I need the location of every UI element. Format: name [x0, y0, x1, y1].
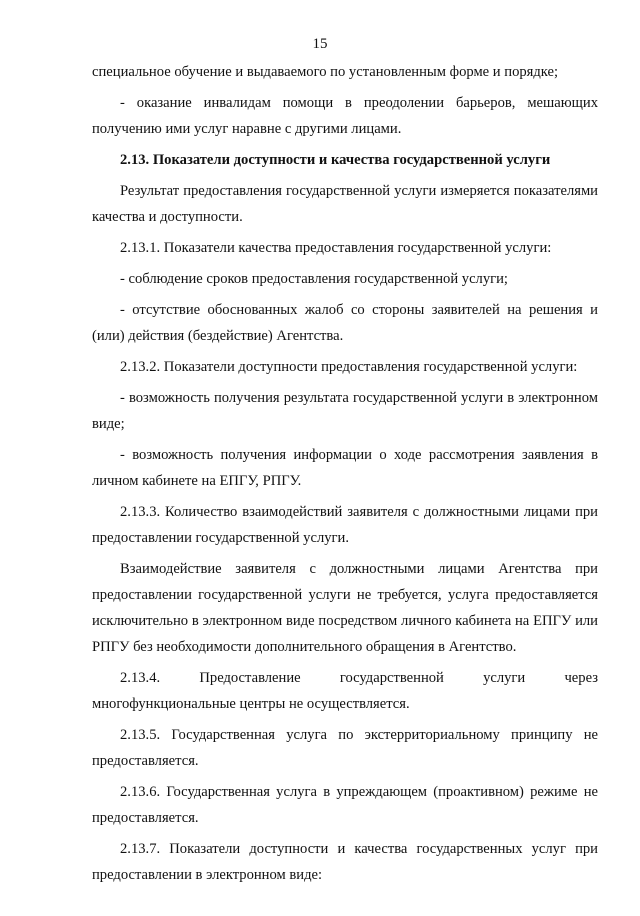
- section-heading-2-13: 2.13. Показатели доступности и качества государственной услуги: [120, 152, 551, 168]
- paragraph-result-measured: Результат предоставления государственной услуги измеряется показателями качества и доступности.: [92, 183, 598, 225]
- page-number: 15: [312, 36, 328, 52]
- list-item-status-info: - возможность получения информации о ходе рассмотрения заявления в личном кабинете на ЕПГУ, РПГУ.: [92, 447, 598, 489]
- paragraph-disabled-assistance: - оказание инвалидам помощи в преодолении барьеров, мешающих получению ими услуг наравне с другими лицами.: [92, 95, 598, 137]
- paragraph-2-13-4: 2.13.4. Предоставление государственной услуги через многофункциональные центры не осуществляется.: [92, 670, 598, 712]
- paragraph-2-13-7: 2.13.7. Показатели доступности и качества государственных услуг при предоставлении в электронном виде:: [92, 841, 598, 883]
- list-item-electronic-result: - возможность получения результата государственной услуги в электронном виде;: [92, 390, 598, 432]
- document-body: [92, 59, 598, 888]
- paragraph-2-13-2: 2.13.2. Показатели доступности предоставления государственной услуги:: [120, 359, 578, 375]
- paragraph-2-13-6: 2.13.6. Государственная услуга в упреждающем (проактивном) режиме не предоставляется.: [92, 784, 598, 826]
- paragraph-interaction-not-required: Взаимодействие заявителя с должностными лицами Агентства при предоставлении государственной услуги не требуется, услуга предоставляется исключительно в электронном виде посредством личного кабинета на ЕПГУ или РПГУ без необходимости дополнительного обращения в Агентство.: [92, 561, 598, 655]
- paragraph-special-training: специальное обучение и выдаваемого по установленным форме и порядке;: [92, 64, 559, 80]
- list-item-deadlines: - соблюдение сроков предоставления государственной услуги;: [120, 271, 508, 287]
- paragraph-2-13-1: 2.13.1. Показатели качества предоставления государственной услуги:: [120, 240, 552, 256]
- paragraph-2-13-5: 2.13.5. Государственная услуга по экстерриториальному принципу не предоставляется.: [92, 727, 598, 769]
- paragraph-2-13-3: 2.13.3. Количество взаимодействий заявителя с должностными лицами при предоставлении государственной услуги.: [92, 504, 598, 546]
- list-item-no-complaints: - отсутствие обоснованных жалоб со стороны заявителей на решения и (или) действия (бездействие) Агентства.: [92, 302, 598, 344]
